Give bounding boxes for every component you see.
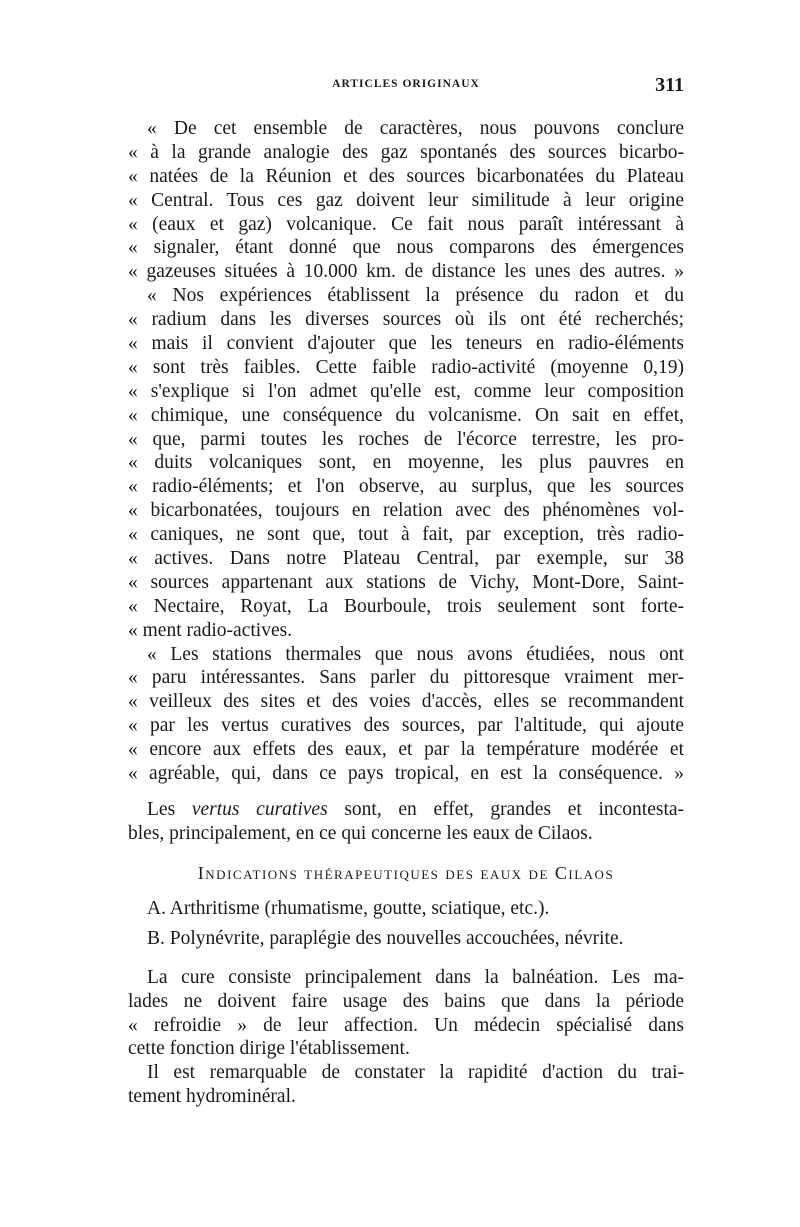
text-line: Il est remarquable de constater la rapidité d'action du trai- [147, 1062, 684, 1084]
text-line: « Les stations thermales que nous avons étudiées, nous ont [147, 643, 684, 665]
text-line: « que, parmi toutes les roches de l'écorce terrestre, les pro- [128, 428, 684, 450]
text-line: « radium dans les diverses sources où ils ont été recherchés; [128, 309, 684, 331]
text-line: « refroidie » de leur affection. Un médecin spécialisé dans [128, 1014, 684, 1036]
text-line: « bicarbonatées, toujours en relation avec des phénomènes vol- [128, 500, 684, 522]
text-line: « sources appartenant aux stations de Vichy, Mont-Dore, Saint- [128, 571, 684, 593]
text-line: tement hydrominéral. [128, 1086, 296, 1108]
text-line: « Nos expériences établissent la présence du radon et du [147, 285, 684, 307]
text-line: « sont très faibles. Cette faible radio-activité (moyenne 0,19) [128, 356, 684, 378]
paragraph-rapidite [128, 1061, 684, 1109]
quote-paragraph-stations [128, 643, 684, 786]
text-line: « ment radio-actives. [128, 619, 293, 641]
paragraph-vertus [128, 798, 684, 846]
text-line: « chimique, une conséquence du volcanisme. On sait en effet, [128, 404, 684, 426]
text-line: « par les vertus curatives des sources, par l'altitude, qui ajoute [128, 715, 684, 737]
text-line: bles, principalement, en ce qui concerne les eaux de Cilaos. [128, 822, 593, 844]
text-run: sont, en effet, grandes et incontesta- [344, 798, 685, 820]
text-line: « veilleux des sites et des voies d'accès, elles se recommandent [128, 691, 684, 713]
text-line: « actives. Dans notre Plateau Central, par exemple, sur 38 [128, 548, 684, 570]
text-line: « radio-éléments; et l'on observe, au surplus, que les sources [128, 476, 684, 498]
text-line: « caniques, ne sont que, tout à fait, par exception, très radio- [128, 524, 684, 546]
text-line: « Nectaire, Royat, La Bourboule, trois seulement sont forte- [128, 595, 684, 617]
indications-list [128, 894, 684, 954]
text-line: « duits volcaniques sont, en moyenne, les plus pauvres en [128, 452, 684, 474]
running-head: ARTICLES ORIGINAUX [332, 78, 480, 90]
text-line: « à la grande analogie des gaz spontanés des sources bicarbo- [128, 141, 684, 163]
quote-paragraph-gases [128, 117, 684, 284]
text-line: cette fonction dirige l'établissement. [128, 1038, 410, 1060]
text-run: Les [147, 798, 176, 820]
text-line: « (eaux et gaz) volcanique. Ce fait nous paraît intéressant à [128, 213, 684, 235]
text-line: « encore aux effets des eaux, et par la température modérée et [128, 739, 684, 761]
text-line: « signaler, étant donné que nous comparons des émergences [128, 237, 684, 259]
page-number: 311 [655, 74, 684, 96]
text-line: « Central. Tous ces gaz doivent leur similitude à leur origine [128, 189, 684, 211]
list-item: B. Polynévrite, paraplégie des nouvelles accouchées, névrite. [147, 927, 624, 949]
text-line: « paru intéressantes. Sans parler du pittoresque vraiment mer- [128, 667, 684, 689]
text-line: « De cet ensemble de caractères, nous pouvons conclure [147, 118, 684, 139]
text-line: « s'explique si l'on admet qu'elle est, comme leur composition [128, 380, 684, 402]
text-line: « gazeuses situées à 10.000 km. de distance les unes des autres. » [128, 261, 684, 283]
text-line: La cure consiste principalement dans la balnéation. Les ma- [147, 966, 684, 988]
text-line: « natées de la Réunion et des sources bicarbonatées du Plateau [128, 165, 684, 187]
paragraph-cure [128, 966, 684, 1062]
quote-paragraph-radon [128, 284, 684, 642]
section-heading: Indications thérapeutiques des eaux de Cilaos [197, 862, 615, 883]
emphasis-text: vertus curatives [191, 798, 328, 820]
text-line: « agréable, qui, dans ce pays tropical, en est la conséquence. » [128, 763, 684, 785]
body-text [128, 117, 684, 1109]
text-line: lades ne doivent faire usage des bains que dans la période [128, 990, 684, 1012]
text-line: « mais il convient d'ajouter que les teneurs en radio-éléments [128, 333, 684, 355]
list-item: A. Arthritisme (rhumatisme, goutte, sciatique, etc.). [147, 897, 550, 919]
page-header [128, 74, 684, 98]
text-line [128, 798, 684, 822]
